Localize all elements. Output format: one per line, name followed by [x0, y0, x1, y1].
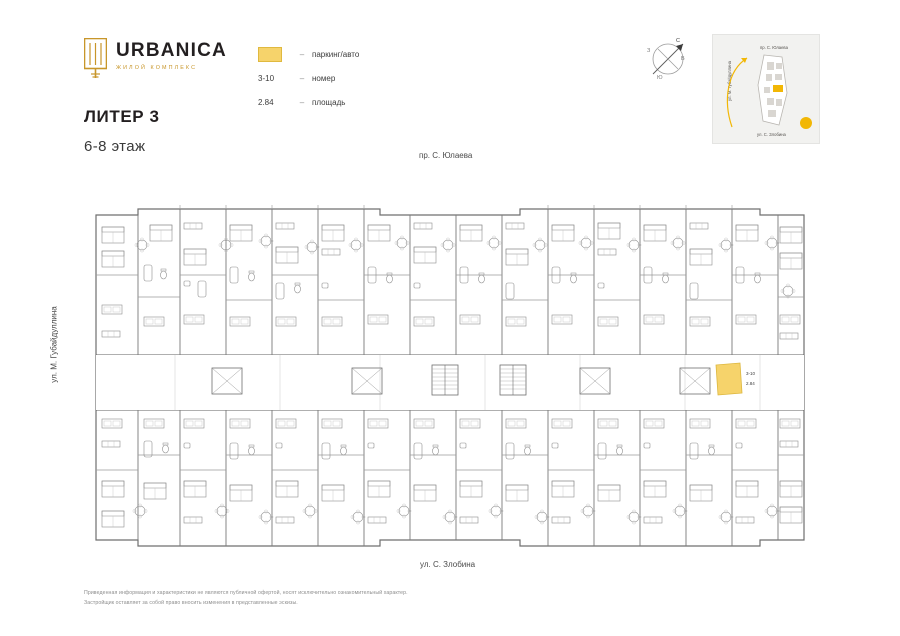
compass-rose-icon [645, 36, 691, 82]
disclaimer-line-1: Приведенная информация и характеристики не являются публичной офертой, носят исключительно ознакомительный характер. [84, 590, 408, 596]
unit-number-label: 3-10 [746, 371, 756, 376]
legend-dash: – [299, 49, 305, 59]
minimap-label-left: ул. М. Губайдуллина [727, 61, 732, 101]
brand-logo [84, 38, 227, 78]
legend-item-number [258, 66, 359, 90]
compass-east-label: В [681, 56, 685, 62]
disclaimer [84, 589, 408, 609]
legend-sample-number: 3-10 [258, 73, 275, 83]
street-label-left: ул. М. Губайдуллина [49, 306, 59, 383]
compass-north-label: С [676, 38, 680, 44]
disclaimer-line-2: Застройщик оставляет за собой право вносить изменения в представленные эскизы. [84, 599, 298, 606]
legend-item-area [258, 90, 359, 114]
street-label-top: пр. С. Юлаева [419, 151, 473, 160]
legend-item-parking [258, 42, 359, 66]
floor-subtitle: 6-8 этаж [84, 138, 146, 155]
legend-label-area: площадь [312, 97, 346, 107]
brand-tagline: ЖИЛОЙ КОМПЛЕКС [116, 65, 198, 71]
brand-name: URBANICA [116, 40, 227, 61]
legend-sample-area: 2.84 [258, 97, 274, 107]
page-title: ЛИТЕР 3 [84, 107, 160, 126]
minimap-label-bottom: ул. С. Злобина [757, 132, 786, 137]
site-minimap[interactable] [712, 34, 820, 144]
legend-dash: – [299, 97, 305, 107]
street-label-bottom: ул. С. Злобина [420, 560, 476, 569]
legend-dash: – [299, 73, 305, 83]
legend-label-parking: паркинг/авто [312, 49, 360, 59]
unit-area-label: 2.84 [746, 381, 755, 386]
minimap-label-top: пр. С. Юлаева [760, 45, 788, 50]
urbanica-monogram-icon [84, 38, 107, 78]
floor-plan[interactable] [80, 205, 820, 550]
legend [258, 42, 359, 114]
parking-swatch-icon [258, 47, 282, 62]
legend-label-number: номер [312, 73, 336, 83]
compass-west-label: З [647, 48, 651, 54]
compass-south-label: Ю [657, 75, 663, 81]
